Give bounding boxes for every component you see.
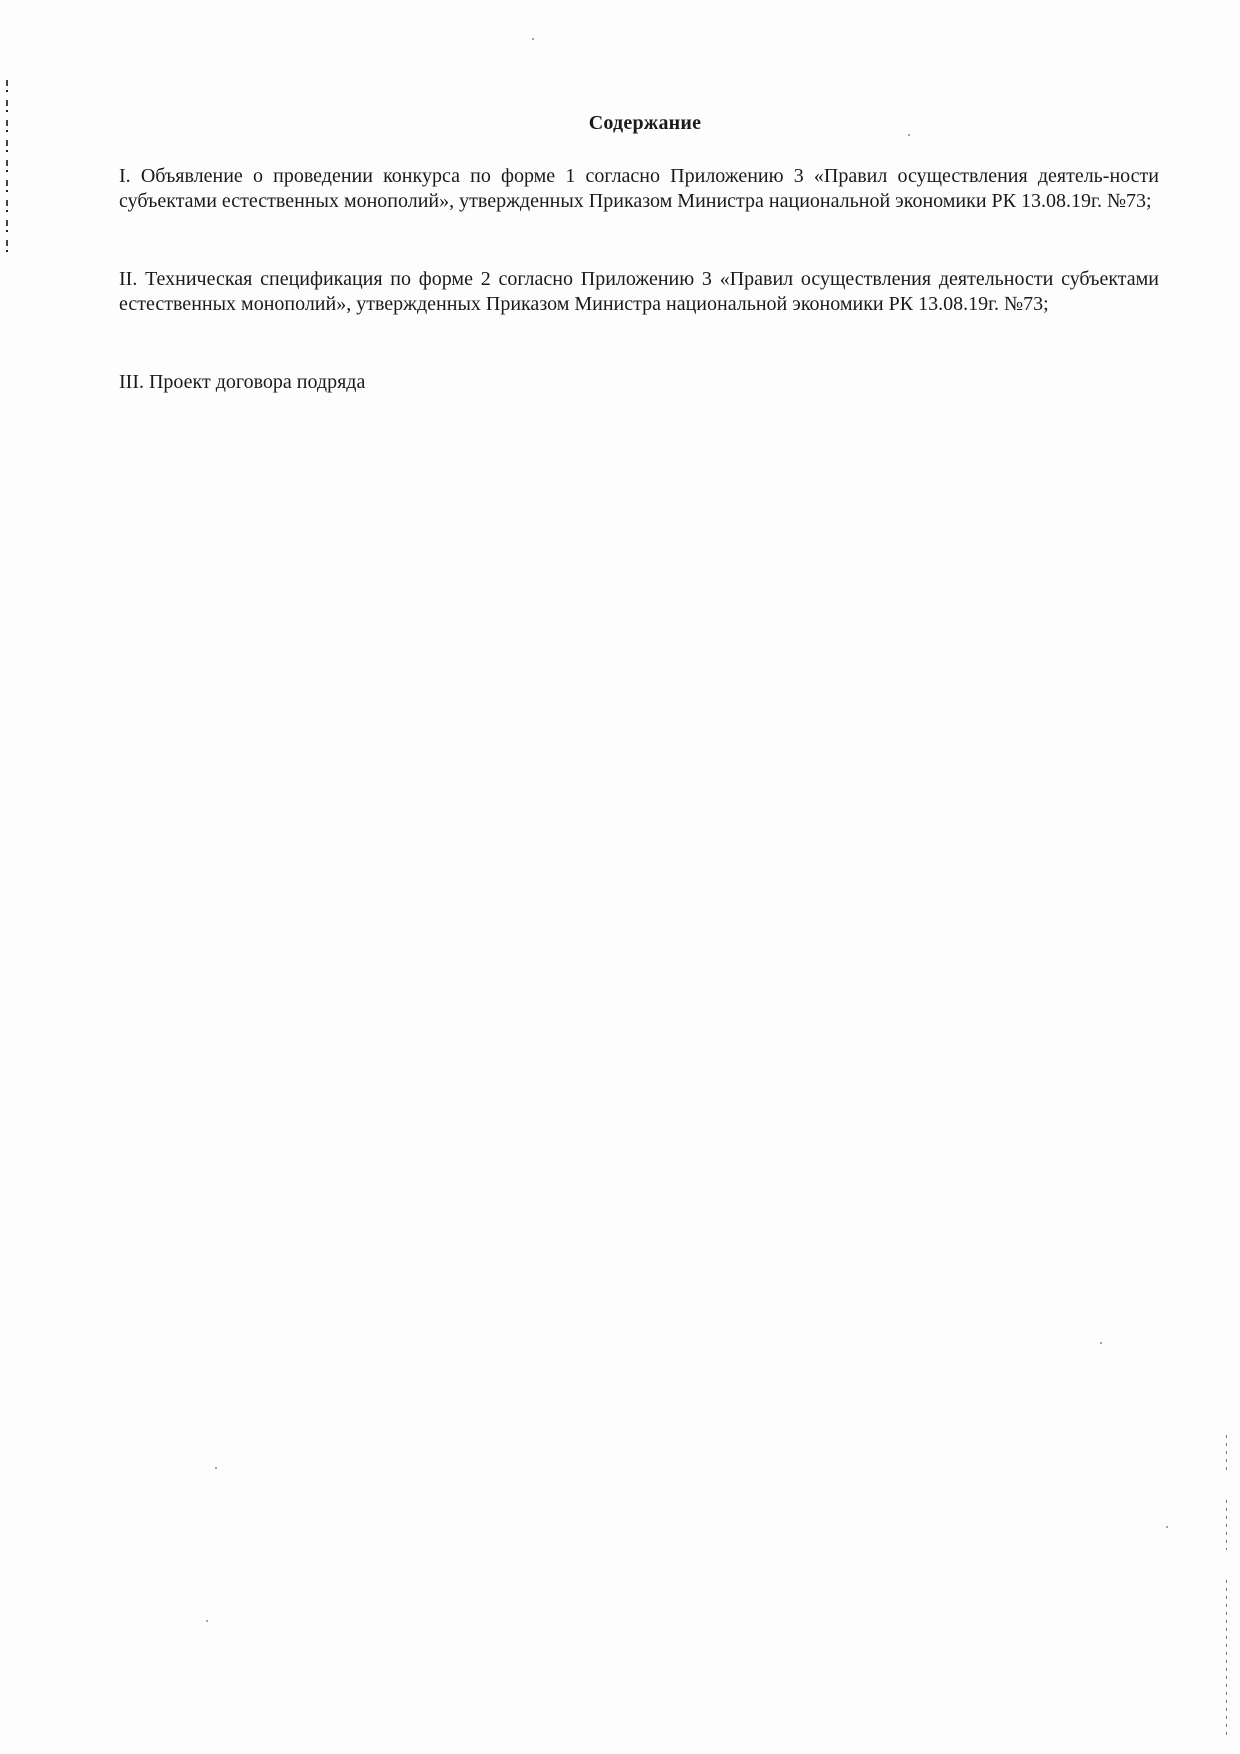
contents-item-3: III. Проект договора подряда: [119, 371, 366, 393]
contents-item-1: I. Объявление о проведении конкурса по форме 1 согласно Приложению 3 «Правил осуществления деятель-ности субъектами естественных монополий», утвержденных Приказом Министра национальной экономики РК 13.08.19г. №73;: [119, 165, 1159, 212]
contents-item-2: II. Техническая спецификация по форме 2 согласно Приложению 3 «Правил осуществления деятельности субъектами естественных монополий», утвержденных Приказом Министра национальной экономики РК 13.08.19г. №73;: [119, 268, 1159, 315]
scan-margin-artifact: [1226, 1500, 1227, 1550]
scan-speck: [1166, 1526, 1168, 1528]
scan-margin-artifact: [6, 80, 8, 260]
scan-speck: [532, 38, 534, 40]
scan-speck: [206, 1620, 208, 1622]
scan-margin-artifact: [1226, 1580, 1227, 1740]
scan-speck: [215, 1467, 217, 1469]
scan-speck: [1100, 1342, 1102, 1344]
page-title: Содержание: [588, 112, 702, 134]
scan-margin-artifact: [1226, 1435, 1227, 1475]
